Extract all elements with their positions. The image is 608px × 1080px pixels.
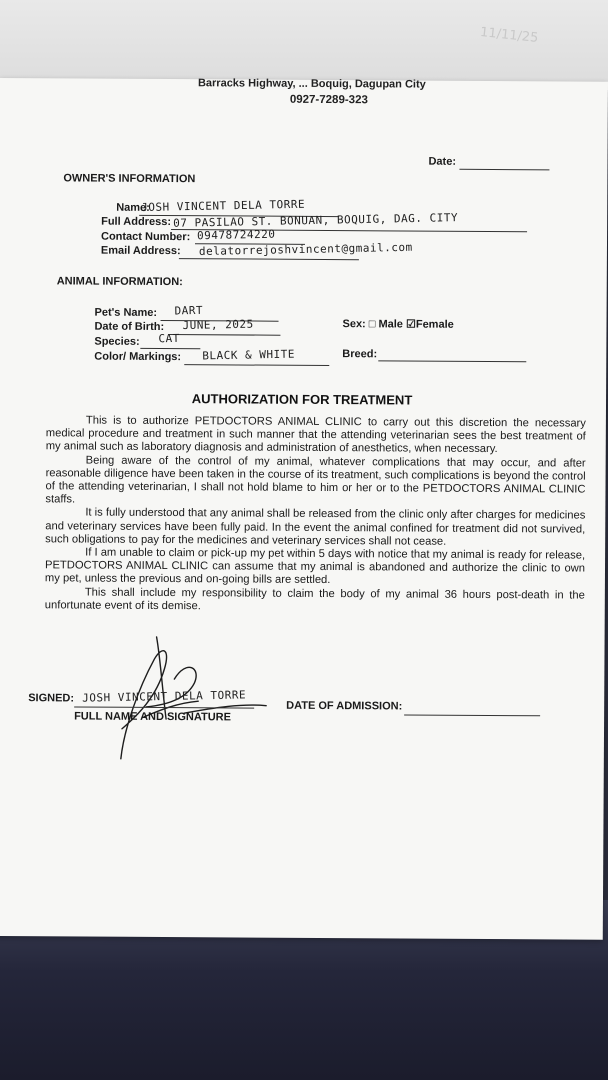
authorization-title: AUTHORIZATION FOR TREATMENT	[191, 391, 413, 408]
top-handwritten-note: 11/11/25	[478, 24, 539, 47]
background-top	[0, 0, 608, 90]
admission-label: DATE OF ADMISSION:	[286, 699, 403, 713]
sex-field: Sex: □ Male ☑Female	[342, 318, 454, 331]
admission-line	[404, 714, 540, 716]
signature-caption: FULL NAME AND SIGNATURE	[74, 710, 231, 724]
paragraph-release: It is fully understood that any animal shall be released from the clinic only after charges for medicines and veterinary services have been fully paid. In the event the animal confined for treatment did not survived, such obligations to pay for the medicines and veterinary services shall not cease.	[45, 506, 586, 548]
clinic-phone: 0927-7289-323	[289, 93, 368, 107]
dob-label: Date of Birth:	[94, 320, 165, 334]
owner-address-label: Full Address:	[101, 215, 172, 229]
owner-contact-value: 09478724220	[196, 227, 276, 243]
signed-name-value: JOSH VINCENT DELA TORRE	[82, 688, 247, 705]
owner-email-label: Email Address:	[100, 244, 181, 258]
color-value: BLACK & WHITE	[202, 347, 296, 363]
breed-line	[378, 360, 526, 362]
species-value: CAT	[158, 331, 180, 346]
pet-name-label: Pet's Name:	[94, 306, 158, 319]
owner-email-value: delatorrejoshvincent@gmail.com	[198, 240, 413, 259]
dob-value: JUNE, 2025	[182, 317, 254, 333]
authorization-body	[45, 414, 586, 615]
owner-name-value: JOSH VINCENT DELA TORRE	[141, 197, 306, 215]
dob-line	[168, 334, 280, 336]
animal-section-title: ANIMAL INFORMATION:	[56, 275, 183, 289]
paragraph-complications: Being aware of the control of my animal, whatever complications that may occur, and after reasonable diligence have been taken in the course of its treatment, such complications is beyond the control of the attending veterinarian, I shall not hold blame to him or her or to the PETDOCTORS ANIMAL CLINIC staffs.	[45, 454, 586, 506]
authorization-form	[0, 78, 608, 940]
paragraph-abandonment: If I am unable to claim or pick-up my pet within 5 days with notice that my animal is ready for release, PETDOCTORS ANIMAL CLINIC can assume that my animal is abandoned and authorize the clinic to own my pet, unless the previous and on-going bills are settled.	[44, 546, 586, 587]
signed-label: SIGNED:	[28, 692, 75, 705]
date-line	[459, 169, 549, 171]
owner-section-title: OWNER'S INFORMATION	[63, 172, 196, 186]
paragraph-authorize: This is to authorize PETDOCTORS ANIMAL CLINIC to carry out this discretion the necessary medical procedure and treatment in such manner that the attending veterinarian sees the best treatment of my animal such as laboratory diagnosis and administration of anesthetics, when necessary.	[45, 414, 586, 456]
date-label: Date:	[428, 155, 457, 168]
owner-email-line	[179, 258, 359, 260]
owner-address-value: 07 PASILAO ST. BONUAN, BOQUIG, DAG. CITY	[173, 211, 459, 230]
breed-label: Breed:	[342, 348, 378, 361]
color-label: Color/ Markings:	[94, 350, 182, 364]
owner-name-label: Name:	[116, 201, 150, 214]
species-line	[140, 348, 200, 349]
owner-contact-label: Contact Number:	[100, 230, 191, 244]
species-label: Species:	[94, 335, 140, 348]
pet-name-value: DART	[174, 303, 204, 318]
paragraph-post-death: This shall include my responsibility to claim the body of my animal 36 hours post-death in the unfortunate event of its demise.	[44, 586, 585, 613]
clinic-address: Barracks Highway, ... Boquig, Dagupan City	[197, 77, 426, 91]
color-line	[184, 364, 329, 366]
